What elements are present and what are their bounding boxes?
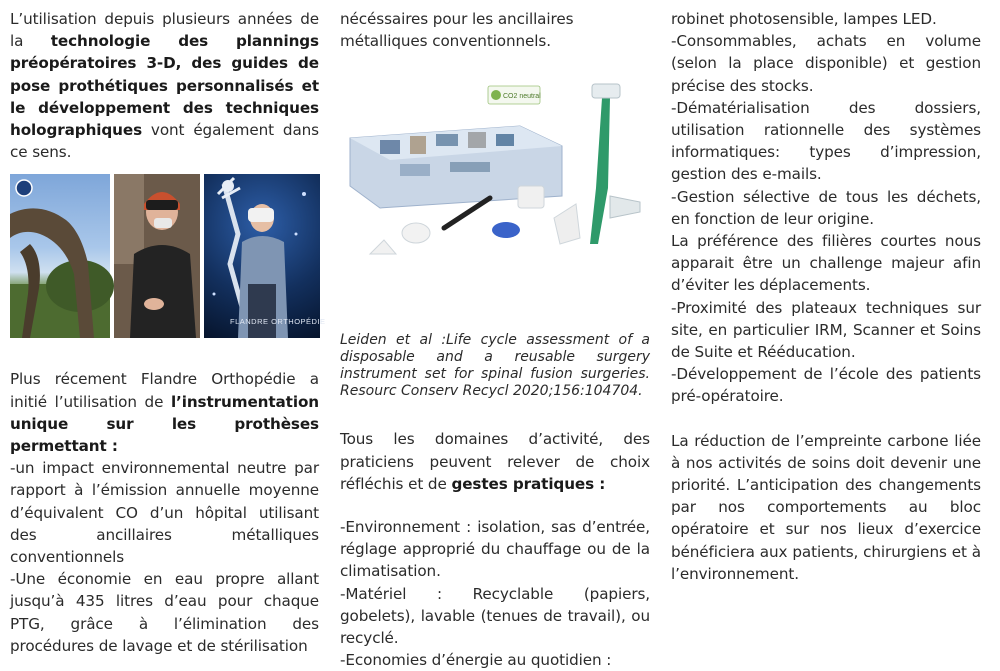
- list-item: robinet photosensible, lampes LED.: [671, 10, 937, 28]
- list-item: -Gestion sélective de tous les déchets, en fonction de leur origine.: [671, 187, 981, 228]
- practices-text: Tous les domaines d’activité, des praticiens peuvent relever de choix réfléchis et de: [340, 430, 650, 493]
- co2-neutral-logo-text: CO2 neutral: [503, 93, 541, 101]
- instrumentation-text: Plus récement Flandre Orthopédie a initié l’utilisation de: [10, 370, 319, 411]
- vr-headset-photo: [204, 174, 326, 338]
- intro-text: L’utilisation depuis plusieurs années de la: [10, 10, 319, 51]
- practices-bold-text: gestes pratiques :: [451, 474, 606, 493]
- bullet-item: -un impact environnemental neutre par rapport à l’émission annuelle moyenne d’équivalent CO d’un hôpital utilisant des ancillaires métalliques conventionnels: [10, 459, 319, 567]
- list-item: -Développement de l’école des patients pré-opératoire.: [671, 365, 981, 406]
- column-right: [671, 8, 981, 585]
- column-middle: [340, 8, 650, 671]
- practices-paragraph: [340, 428, 650, 495]
- photo-strip: [10, 174, 326, 338]
- figure-caption: Leiden et al :Life cycle assessment of a disposable and a reusable surgery instrument set for spinal fusion surgeries. Resourc Conserv Recycl 2020;156:104704.: [340, 332, 650, 400]
- conclusion-paragraph: La réduction de l’empreinte carbone liée à nos activités de soins doit devenir une priorité. L’anticipation des changements par nos comportements au bloc opératoire et sur nos lieux d’exercice bénéficiera aux patients, chirurgiens et à l’environnement.: [671, 431, 981, 583]
- column-left: [10, 8, 326, 657]
- list-item: -Dématérialisation des dossiers, utilisation rationnelle des systèmes informatiques: types d’impression, gestion des e-mails.: [671, 98, 981, 184]
- practice-item: -Economies d’énergie au quotidien :: [340, 651, 612, 670]
- list-item: -Consommables, achats en volume (selon la place disponible) et gestion précise des stocks.: [671, 32, 981, 95]
- list-item: La préférence des filières courtes nous apparait être un challenge majeur afin d’éviter les déplacements.: [671, 232, 981, 295]
- surgical-instruments-image: [340, 68, 650, 263]
- intro-bold-text: technologie des plannings préopératoires 3-D, des guides de pose prothétiques personnalisés et le développement des techniques holographiques: [10, 32, 319, 140]
- photo-watermark-text: FLANDRE ORTHOPÉDIE: [230, 317, 326, 327]
- bullet-item: -Une économie en eau propre allant jusqu’à 435 litres d’eau pour chaque PTG, grâce à l’élimination des procédures de lavage et de stérilisation: [10, 570, 319, 655]
- practice-item: -Matériel : Recyclable (papiers, gobelets), lavable (tenues de travail), ou recyclé.: [340, 584, 650, 648]
- intro-text-end: vont également dans ce sens.: [10, 121, 319, 162]
- list-item: -Proximité des plateaux techniques sur site, en particulier IRM, Scanner et Soins de Suite et Rééducation.: [671, 298, 981, 362]
- surgeon-headset-photo: [114, 174, 200, 338]
- practice-item: -Environnement : isolation, sas d’entrée, réglage approprié du chauffage ou de la climatisation.: [340, 518, 650, 581]
- instrumentation-bold-text: l’instrumentation unique sur les prothèses permettant :: [10, 392, 319, 456]
- instrumentation-paragraph: [10, 368, 319, 457]
- intro-paragraph: [10, 8, 319, 163]
- statue-photo: [10, 174, 110, 338]
- continuation-text: nécéssaires pour les ancillaires métalliques conventionnels.: [340, 10, 574, 51]
